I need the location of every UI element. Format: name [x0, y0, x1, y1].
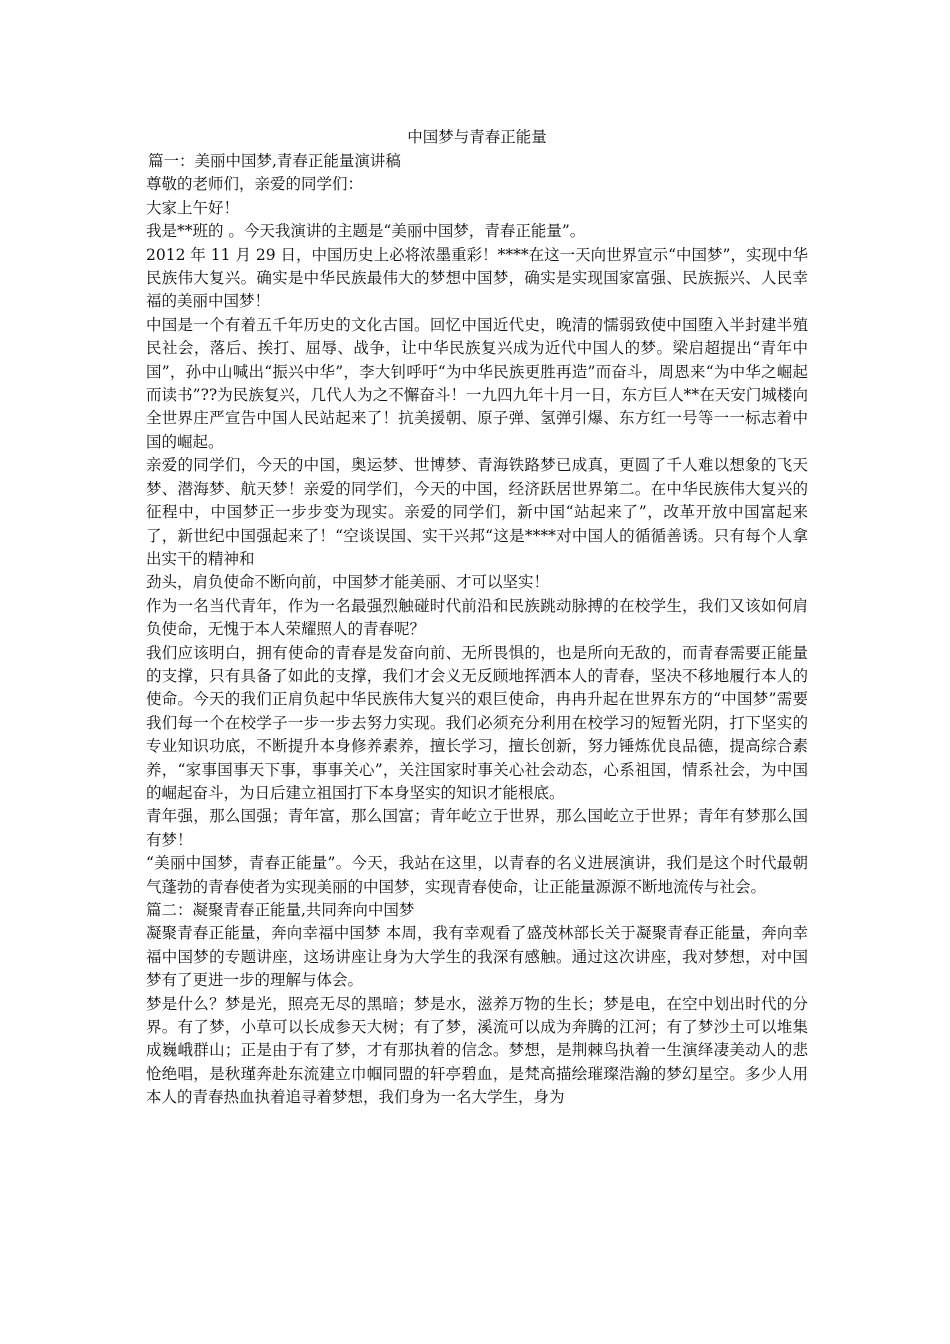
paragraph-closing: “美丽中国梦，青春正能量”。今天，我站在这里，以青春的名义进展演讲，我们是这个时代最朝气蓬勃的青春使者为实现美丽的中国梦，实现青春使命，让正能量源源不断地流传与社会。: [146, 854, 808, 896]
paragraph-date: 2012 年 11 月 29 日，中国历史上必将浓墨重彩！****在这一天向世界宣示“中国梦”，实现中华民族伟大复兴。确实是中华民族最伟大的梦想中国梦，确实是实现国家富强、民族振兴、人民幸福的美丽中国梦！: [146, 245, 808, 311]
section-heading-1: 篇一：美丽中国梦,青春正能量演讲稿: [148, 152, 401, 170]
paragraph-lecture: 凝聚青春正能量，奔向幸福中国梦 本周，我有幸观看了盛茂林部长关于凝聚青春正能量，奔向幸福中国梦的专题讲座，这场讲座让身为大学生的我深有感触。通过这次讲座，我对梦想，对中国梦有了更进一步的理解与体会。: [146, 924, 808, 990]
paragraph-effort: 劲头，肩负使命不断向前，中国梦才能美丽、才可以坚实！: [146, 573, 550, 592]
paragraph-history: 中国是一个有着五千年历史的文化古国。回忆中国近代史，晚清的懦弱致使中国堕入半封建半殖民社会，落后、挨打、屈辱、战争，让中华民族复兴成为近代中国人的梦。梁启超提出“青年中国”，孙中山喊出“振兴中华”，李大钊呼吁“为中华民族更胜再造”而奋斗，周恩来“为中华之崛起而读书”??为民族复兴，几代人为之不懈奋斗！一九四九年十月一日，东方巨人**在天安门城楼向全世界庄严宣告中国人民站起来了！抗美援朝、原子弹、氢弹引爆、东方红一号等一一标志着中国的崛起。: [146, 315, 808, 451]
section-heading-2: 篇二：凝聚青春正能量,共同奔向中国梦: [146, 901, 415, 919]
paragraph-youth-strong: 青年强，那么国强；青年富，那么国富；青年屹立于世界，那么国屹立于世界；青年有梦那么国有梦！: [146, 807, 808, 849]
document-title: 中国梦与青春正能量: [407, 128, 547, 146]
paragraph-youth-question: 作为一名当代青年，作为一名最强烈触碰时代前沿和民族跳动脉搏的在校学生，我们又该如何肩负使命，无愧于本人荣耀照人的青春呢？: [146, 596, 808, 639]
paragraph-what-is-dream: 梦是什么？梦是光，照亮无尽的黑暗；梦是水，滋养万物的生长；梦是电，在空中划出时代的分界。有了梦，小草可以长成参天大树；有了梦，溪流可以成为奔腾的江河；有了梦沙土可以堆集成巍峨群山；正是由于有了梦，才有那执着的信念。梦想，是荆棘鸟执着一生演绎凄美动人的悲怆绝唱，是秋瑾奔赴东流建立巾帼同盟的轩亭碧血，是梵高描绘璀璨浩瀚的梦幻星空。多少人用本人的青春热血执着追寻着梦想，我们身为一名大学生，身为: [146, 994, 808, 1107]
paragraph-greeting: 大家上午好！: [146, 198, 240, 217]
paragraph-salutation: 尊敬的老师们，亲爱的同学们：: [146, 175, 364, 194]
paragraph-dreams: 亲爱的同学们，今天的中国，奥运梦、世博梦、青海铁路梦已成真，更圆了千人难以想象的飞天梦、潜海梦、航天梦！亲爱的同学们，今天的中国，经济跃居世界第二。在中华民族伟大复兴的征程中，中国梦正一步步变为现实。亲爱的同学们，新中国“站起来了”，改革开放中国富起来了，新世纪中国强起来了！“空谈误国、实干兴邦“这是****对中国人的循循善诱。只有每个人拿出实干的精神和: [146, 456, 808, 568]
document-page: [146, 124, 808, 1110]
paragraph-topic: 我是**班的 。今天我演讲的主题是“美丽中国梦，青春正能量”。: [146, 222, 586, 241]
paragraph-mission: 我们应该明白，拥有使命的青春是发奋向前、无所畏惧的，也是所向无敌的，而青春需要正能量的支撑，只有具备了如此的支撑，我们才会义无反顾地挥洒本人的青春，坚决不移地履行本人的使命。今天的我们正肩负起中华民族伟大复兴的艰巨使命，冉冉升起在世界东方的“中国梦”需要我们每一个在校学子一步一步去努力实现。我们必须充分利用在校学习的短暂光阴，打下坚实的专业知识功底，不断提升本身修养素养，擅长学习，擅长创新，努力锤炼优良品德，提高综合素养，“家事国事天下事，事事关心”，关注国家时事关心社会动态，心系祖国，情系社会，为中国的崛起奋斗，为日后建立祖国打下本身坚实的知识才能根底。: [146, 643, 808, 802]
